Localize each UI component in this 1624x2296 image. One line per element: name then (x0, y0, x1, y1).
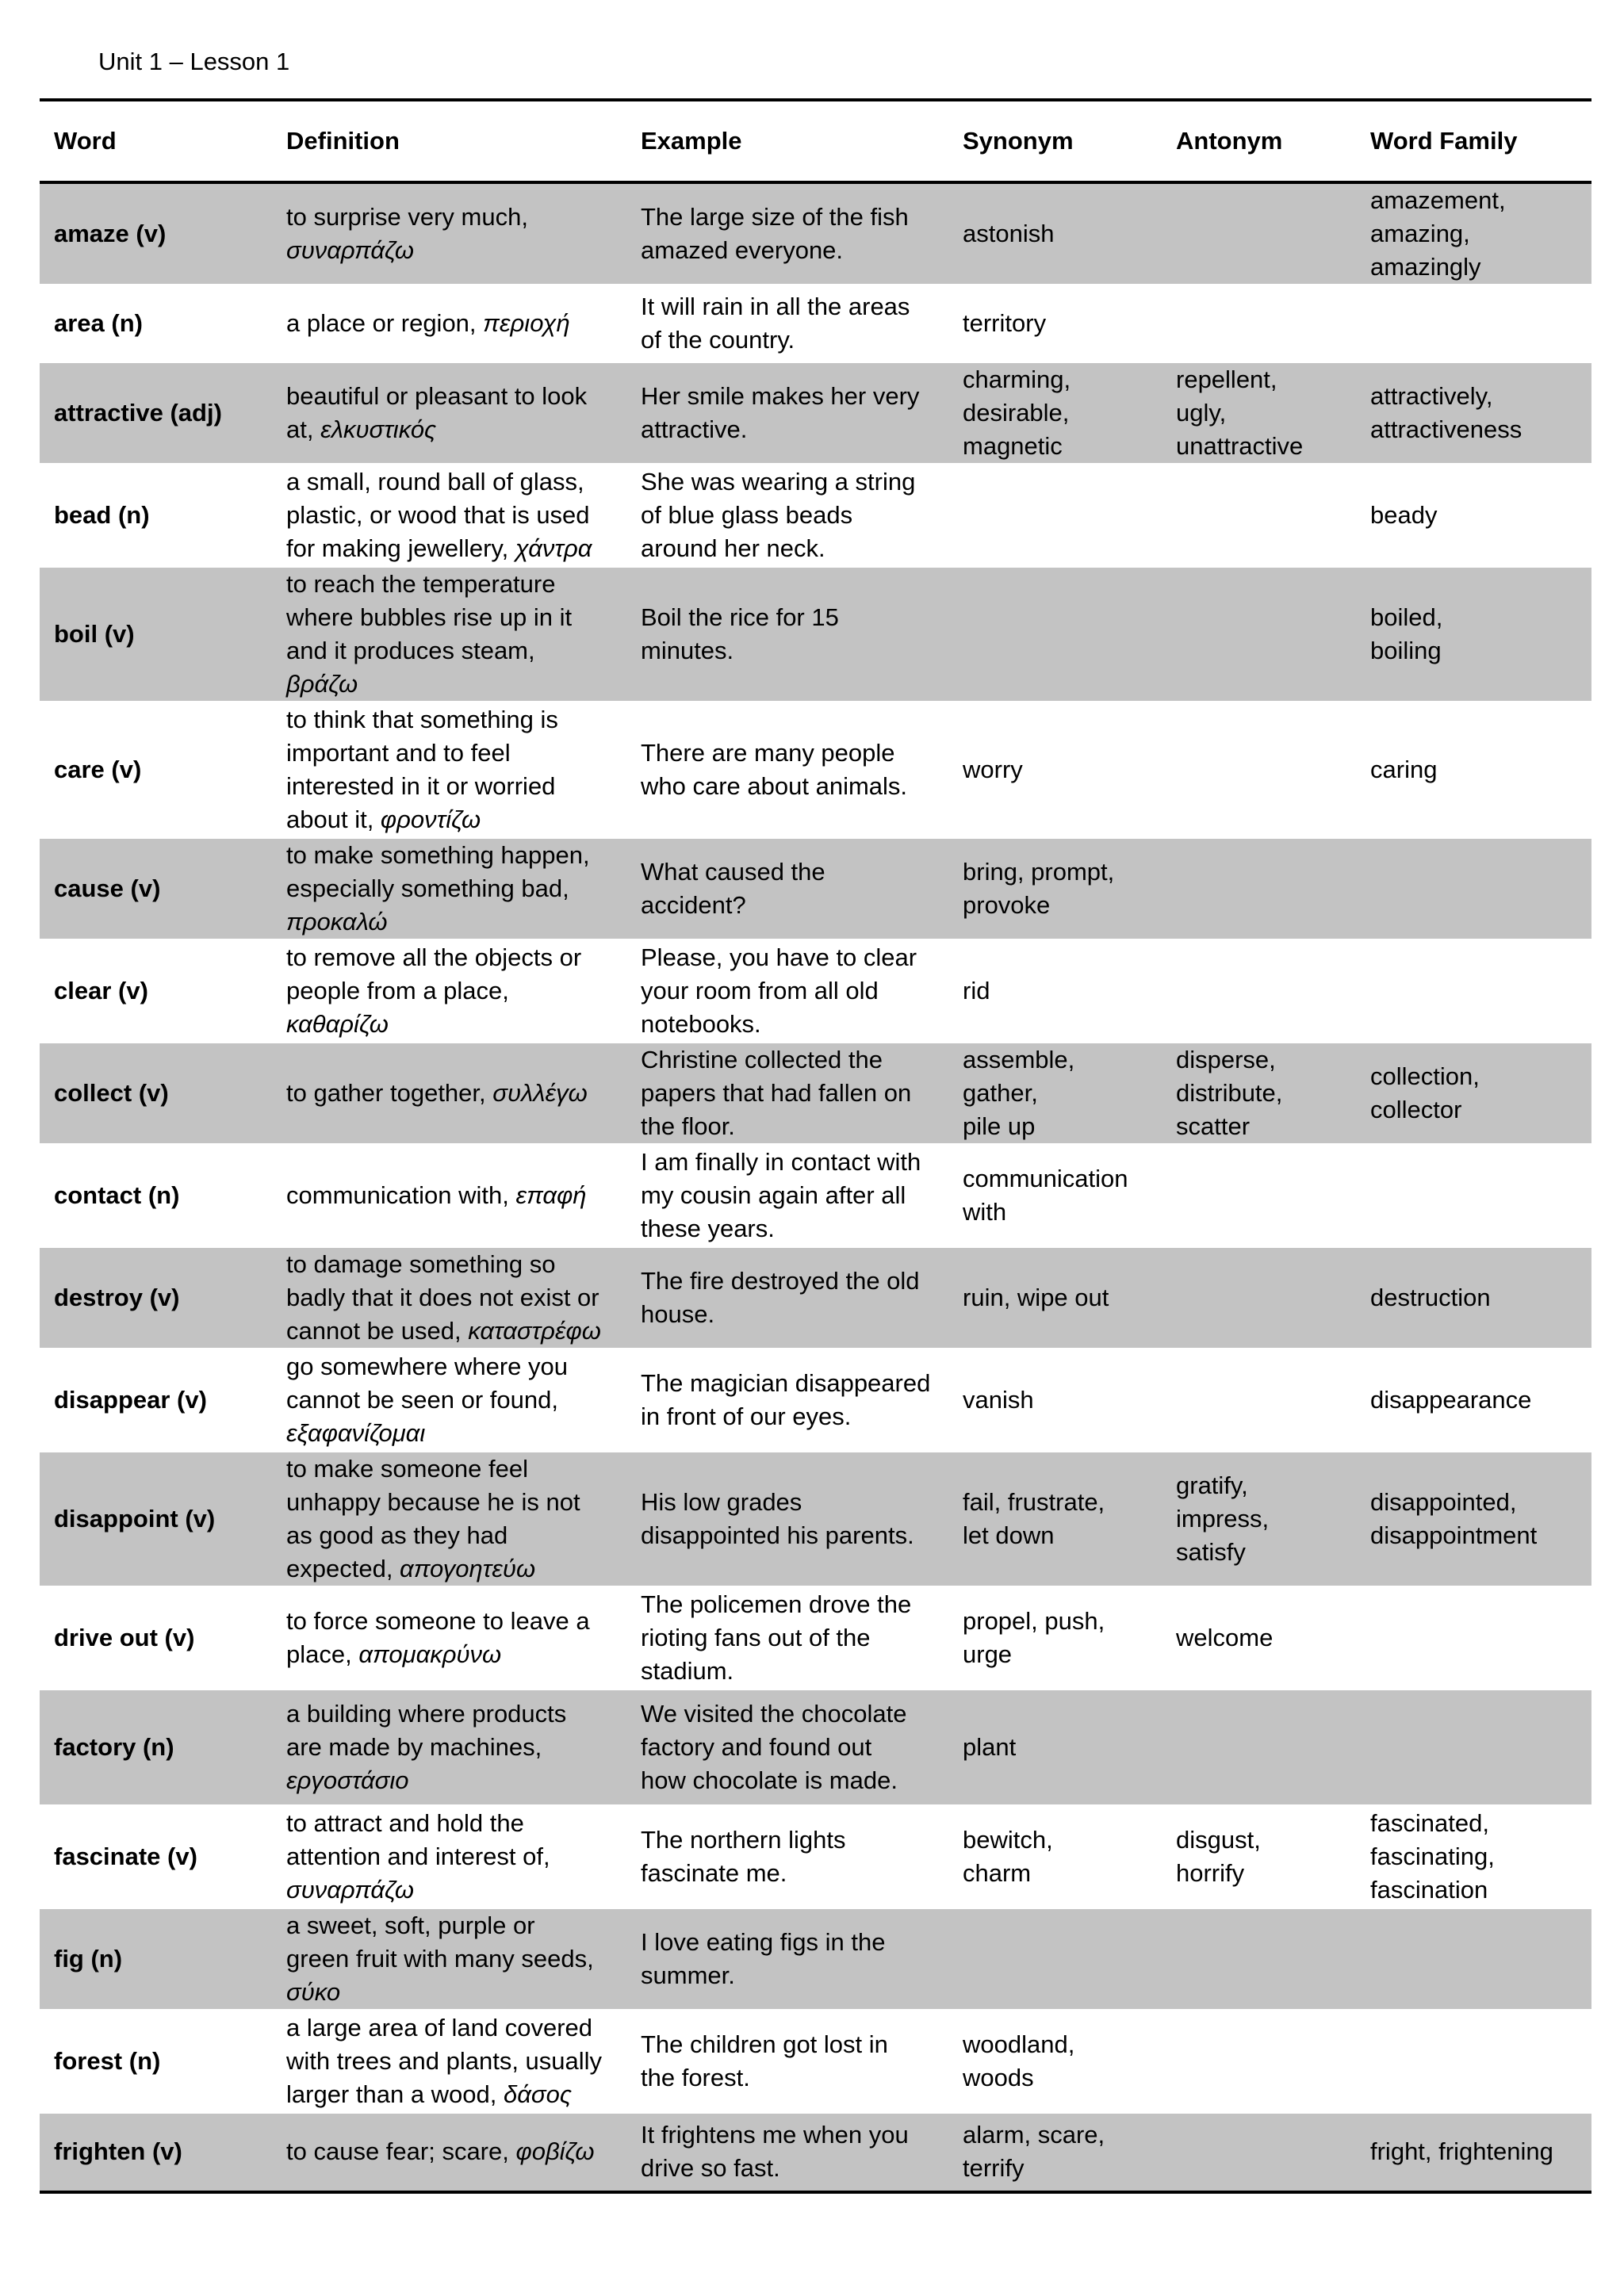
definition-text: to remove all the objects or people from a place, (286, 943, 582, 1004)
cell-synonym (948, 1908, 1162, 2011)
greek-translation: προκαλώ (286, 908, 388, 936)
cell-definition (272, 1806, 626, 1908)
greek-translation: εργοστάσιο (286, 1766, 409, 1794)
definition-text: communication with, (286, 1181, 516, 1209)
cell-example: What caused the accident? (626, 838, 948, 940)
cell-word: cause (v) (40, 838, 272, 940)
cell-example: The fire destroyed the old house. (626, 1247, 948, 1349)
definition-text: to gather together, (286, 1079, 493, 1107)
cell-word-family (1356, 2011, 1591, 2113)
cell-example: The children got lost in the forest. (626, 2011, 948, 2113)
cell-word-family: destruction (1356, 1247, 1591, 1349)
definition-text: to make something happen, especially something bad, (286, 841, 590, 902)
definition-text: to reach the temperature where bubbles rise up in it and it produces steam, (286, 570, 573, 664)
greek-translation: δάσος (504, 2080, 572, 2108)
definition-text: to force someone to leave a place, (286, 1607, 590, 1668)
cell-synonym: bewitch, charm (948, 1806, 1162, 1908)
cell-word-family (1356, 1689, 1591, 1806)
cell-definition (272, 1145, 626, 1247)
greek-translation: χάντρα (515, 534, 592, 562)
table-row (40, 1043, 1591, 1145)
cell-word: collect (v) (40, 1043, 272, 1145)
cell-antonym (1162, 838, 1356, 940)
cell-example: Christine collected the papers that had fallen on the floor. (626, 1043, 948, 1145)
greek-translation: εξαφανίζομαι (286, 1419, 426, 1447)
column-header-example: Example (641, 127, 742, 155)
cell-definition (272, 1587, 626, 1689)
column-header-antonym: Antonym (1176, 127, 1283, 155)
definition-text: to make someone feel unhappy because he is not as good as they had expected, (286, 1455, 580, 1582)
cell-word: amaze (v) (40, 182, 272, 285)
cell-word-family: beady (1356, 465, 1591, 567)
cell-synonym: fail, frustrate, let down (948, 1452, 1162, 1587)
cell-antonym (1162, 1145, 1356, 1247)
table-row (40, 2113, 1591, 2192)
greek-translation: συλλέγω (492, 1079, 588, 1107)
cell-word: fascinate (v) (40, 1806, 272, 1908)
cell-synonym: vanish (948, 1349, 1162, 1452)
cell-definition (272, 1689, 626, 1806)
cell-word-family: caring (1356, 702, 1591, 838)
cell-word: clear (v) (40, 940, 272, 1043)
table-row (40, 2011, 1591, 2113)
cell-example: The magician disappeared in front of our eyes. (626, 1349, 948, 1452)
cell-synonym: rid (948, 940, 1162, 1043)
column-header-synonym: Synonym (963, 127, 1074, 155)
greek-translation: φροντίζω (380, 806, 481, 833)
definition-text: to attract and hold the attention and interest of, (286, 1809, 550, 1870)
cell-word-family: fascinated, fascinating, fascination (1356, 1806, 1591, 1908)
cell-antonym: welcome (1162, 1587, 1356, 1689)
cell-example: The large size of the fish amazed everyone. (626, 182, 948, 285)
cell-word-family: disappointed, disappointment (1356, 1452, 1591, 1587)
definition-text: a large area of land covered with trees and plants, usually larger than a wood, (286, 2014, 603, 2108)
table-row (40, 940, 1591, 1043)
cell-synonym (948, 465, 1162, 567)
cell-definition (272, 1452, 626, 1587)
cell-synonym: worry (948, 702, 1162, 838)
cell-word: area (n) (40, 285, 272, 362)
greek-translation: επαφή (515, 1181, 587, 1209)
definition-text: a sweet, soft, purple or green fruit with many seeds, (286, 1911, 594, 1973)
cell-antonym (1162, 285, 1356, 362)
definition-text: go somewhere where you cannot be seen or found, (286, 1353, 568, 1414)
cell-definition (272, 362, 626, 465)
cell-word-family: collection, collector (1356, 1043, 1591, 1145)
table-row (40, 1806, 1591, 1908)
cell-word-family: boiled, boiling (1356, 567, 1591, 702)
definition-text: to cause fear; scare, (286, 2137, 516, 2166)
cell-word: attractive (adj) (40, 362, 272, 465)
definition-text: a small, round ball of glass, plastic, or wood that is used for making jewellery, (286, 468, 590, 562)
cell-word-family: attractively, attractiveness (1356, 362, 1591, 465)
cell-word-family (1356, 1908, 1591, 2011)
vocabulary-table (40, 98, 1591, 2194)
cell-example: It will rain in all the areas of the country. (626, 285, 948, 362)
cell-synonym: ruin, wipe out (948, 1247, 1162, 1349)
cell-synonym: communication with (948, 1145, 1162, 1247)
table-row (40, 182, 1591, 285)
page-header: Unit 1 – Lesson 1 (98, 48, 290, 75)
table-row (40, 362, 1591, 465)
table-row (40, 838, 1591, 940)
cell-definition (272, 838, 626, 940)
cell-word-family: disappearance (1356, 1349, 1591, 1452)
cell-antonym (1162, 182, 1356, 285)
cell-example: I love eating figs in the summer. (626, 1908, 948, 2011)
cell-word-family: amazement, amazing, amazingly (1356, 182, 1591, 285)
cell-word-family (1356, 838, 1591, 940)
cell-synonym: territory (948, 285, 1162, 362)
table-row (40, 465, 1591, 567)
cell-example: She was wearing a string of blue glass beads around her neck. (626, 465, 948, 567)
table-row (40, 1587, 1591, 1689)
definition-text: to damage something so badly that it does not exist or cannot be used, (286, 1250, 599, 1345)
cell-definition (272, 465, 626, 567)
definition-text: a building where products are made by machines, (286, 1700, 567, 1761)
cell-definition (272, 285, 626, 362)
cell-antonym (1162, 2011, 1356, 2113)
table-row (40, 1908, 1591, 2011)
cell-synonym: assemble, gather, pile up (948, 1043, 1162, 1145)
cell-example: Boil the rice for 15 minutes. (626, 567, 948, 702)
cell-synonym: astonish (948, 182, 1162, 285)
cell-definition (272, 1247, 626, 1349)
cell-synonym: plant (948, 1689, 1162, 1806)
definition-text: a place or region, (286, 309, 484, 337)
table-row (40, 567, 1591, 702)
column-header-word: Word (54, 127, 117, 155)
cell-antonym (1162, 1689, 1356, 1806)
cell-synonym (948, 567, 1162, 702)
cell-antonym (1162, 1349, 1356, 1452)
definition-text: beautiful or pleasant to look at, (286, 382, 588, 443)
greek-translation: σύκο (286, 1978, 341, 2006)
table-row (40, 1145, 1591, 1247)
definition-text: to surprise very much, (286, 203, 528, 231)
table-row (40, 285, 1591, 362)
cell-antonym (1162, 1247, 1356, 1349)
cell-antonym (1162, 567, 1356, 702)
cell-definition (272, 940, 626, 1043)
cell-synonym: woodland, woods (948, 2011, 1162, 2113)
greek-translation: περιοχή (483, 309, 570, 337)
cell-word: frighten (v) (40, 2113, 272, 2192)
cell-word-family (1356, 1587, 1591, 1689)
greek-translation: συναρπάζω (286, 236, 414, 264)
cell-synonym: charming, desirable, magnetic (948, 362, 1162, 465)
cell-word: bead (n) (40, 465, 272, 567)
cell-word: destroy (v) (40, 1247, 272, 1349)
cell-antonym: gratify, impress, satisfy (1162, 1452, 1356, 1587)
cell-word: disappear (v) (40, 1349, 272, 1452)
cell-word: factory (n) (40, 1689, 272, 1806)
cell-example: The policemen drove the rioting fans out of the stadium. (626, 1587, 948, 1689)
cell-word: drive out (v) (40, 1587, 272, 1689)
table-row (40, 1689, 1591, 1806)
table-row (40, 1247, 1591, 1349)
cell-definition (272, 1908, 626, 2011)
cell-example: I am finally in contact with my cousin again after all these years. (626, 1145, 948, 1247)
cell-word: boil (v) (40, 567, 272, 702)
cell-antonym (1162, 940, 1356, 1043)
cell-antonym (1162, 465, 1356, 567)
greek-translation: καθαρίζω (286, 1010, 389, 1038)
cell-antonym: repellent, ugly, unattractive (1162, 362, 1356, 465)
cell-antonym: disperse, distribute, scatter (1162, 1043, 1356, 1145)
table-body (40, 182, 1591, 2192)
table-row (40, 702, 1591, 838)
greek-translation: φοβίζω (515, 2137, 595, 2166)
greek-translation: βράζω (286, 670, 358, 698)
cell-definition (272, 2113, 626, 2192)
cell-word-family (1356, 940, 1591, 1043)
definition-text: to think that something is important and to feel interested in it or worried about it, (286, 706, 558, 833)
greek-translation: καταστρέφω (468, 1317, 601, 1345)
cell-antonym (1162, 1908, 1356, 2011)
cell-definition (272, 1349, 626, 1452)
cell-word: care (v) (40, 702, 272, 838)
greek-translation: συναρπάζω (286, 1876, 414, 1904)
cell-definition (272, 182, 626, 285)
cell-definition (272, 2011, 626, 2113)
table-row (40, 1452, 1591, 1587)
column-header-definition: Definition (286, 127, 400, 155)
cell-synonym: propel, push, urge (948, 1587, 1162, 1689)
cell-synonym: alarm, scare, terrify (948, 2113, 1162, 2192)
cell-example: Please, you have to clear your room from all old notebooks. (626, 940, 948, 1043)
cell-word-family: fright, frightening (1356, 2113, 1591, 2192)
cell-example: There are many people who care about animals. (626, 702, 948, 838)
cell-antonym (1162, 702, 1356, 838)
cell-antonym: disgust, horrify (1162, 1806, 1356, 1908)
table-row (40, 1349, 1591, 1452)
greek-translation: ελκυστικός (320, 415, 437, 443)
cell-definition (272, 1043, 626, 1145)
cell-example: Her smile makes her very attractive. (626, 362, 948, 465)
greek-translation: απογοητεύω (400, 1555, 536, 1582)
cell-example: The northern lights fascinate me. (626, 1806, 948, 1908)
cell-word: disappoint (v) (40, 1452, 272, 1587)
cell-example: We visited the chocolate factory and found out how chocolate is made. (626, 1689, 948, 1806)
greek-translation: απομακρύνω (358, 1640, 502, 1668)
column-header-word-family: Word Family (1370, 127, 1518, 155)
cell-word: contact (n) (40, 1145, 272, 1247)
cell-definition (272, 567, 626, 702)
cell-word: fig (n) (40, 1908, 272, 2011)
cell-word-family (1356, 1145, 1591, 1247)
cell-word: forest (n) (40, 2011, 272, 2113)
cell-example: It frightens me when you drive so fast. (626, 2113, 948, 2192)
cell-definition (272, 702, 626, 838)
table-header-row (40, 100, 1591, 182)
cell-example: His low grades disappointed his parents. (626, 1452, 948, 1587)
cell-word-family (1356, 285, 1591, 362)
cell-antonym (1162, 2113, 1356, 2192)
cell-synonym: bring, prompt, provoke (948, 838, 1162, 940)
